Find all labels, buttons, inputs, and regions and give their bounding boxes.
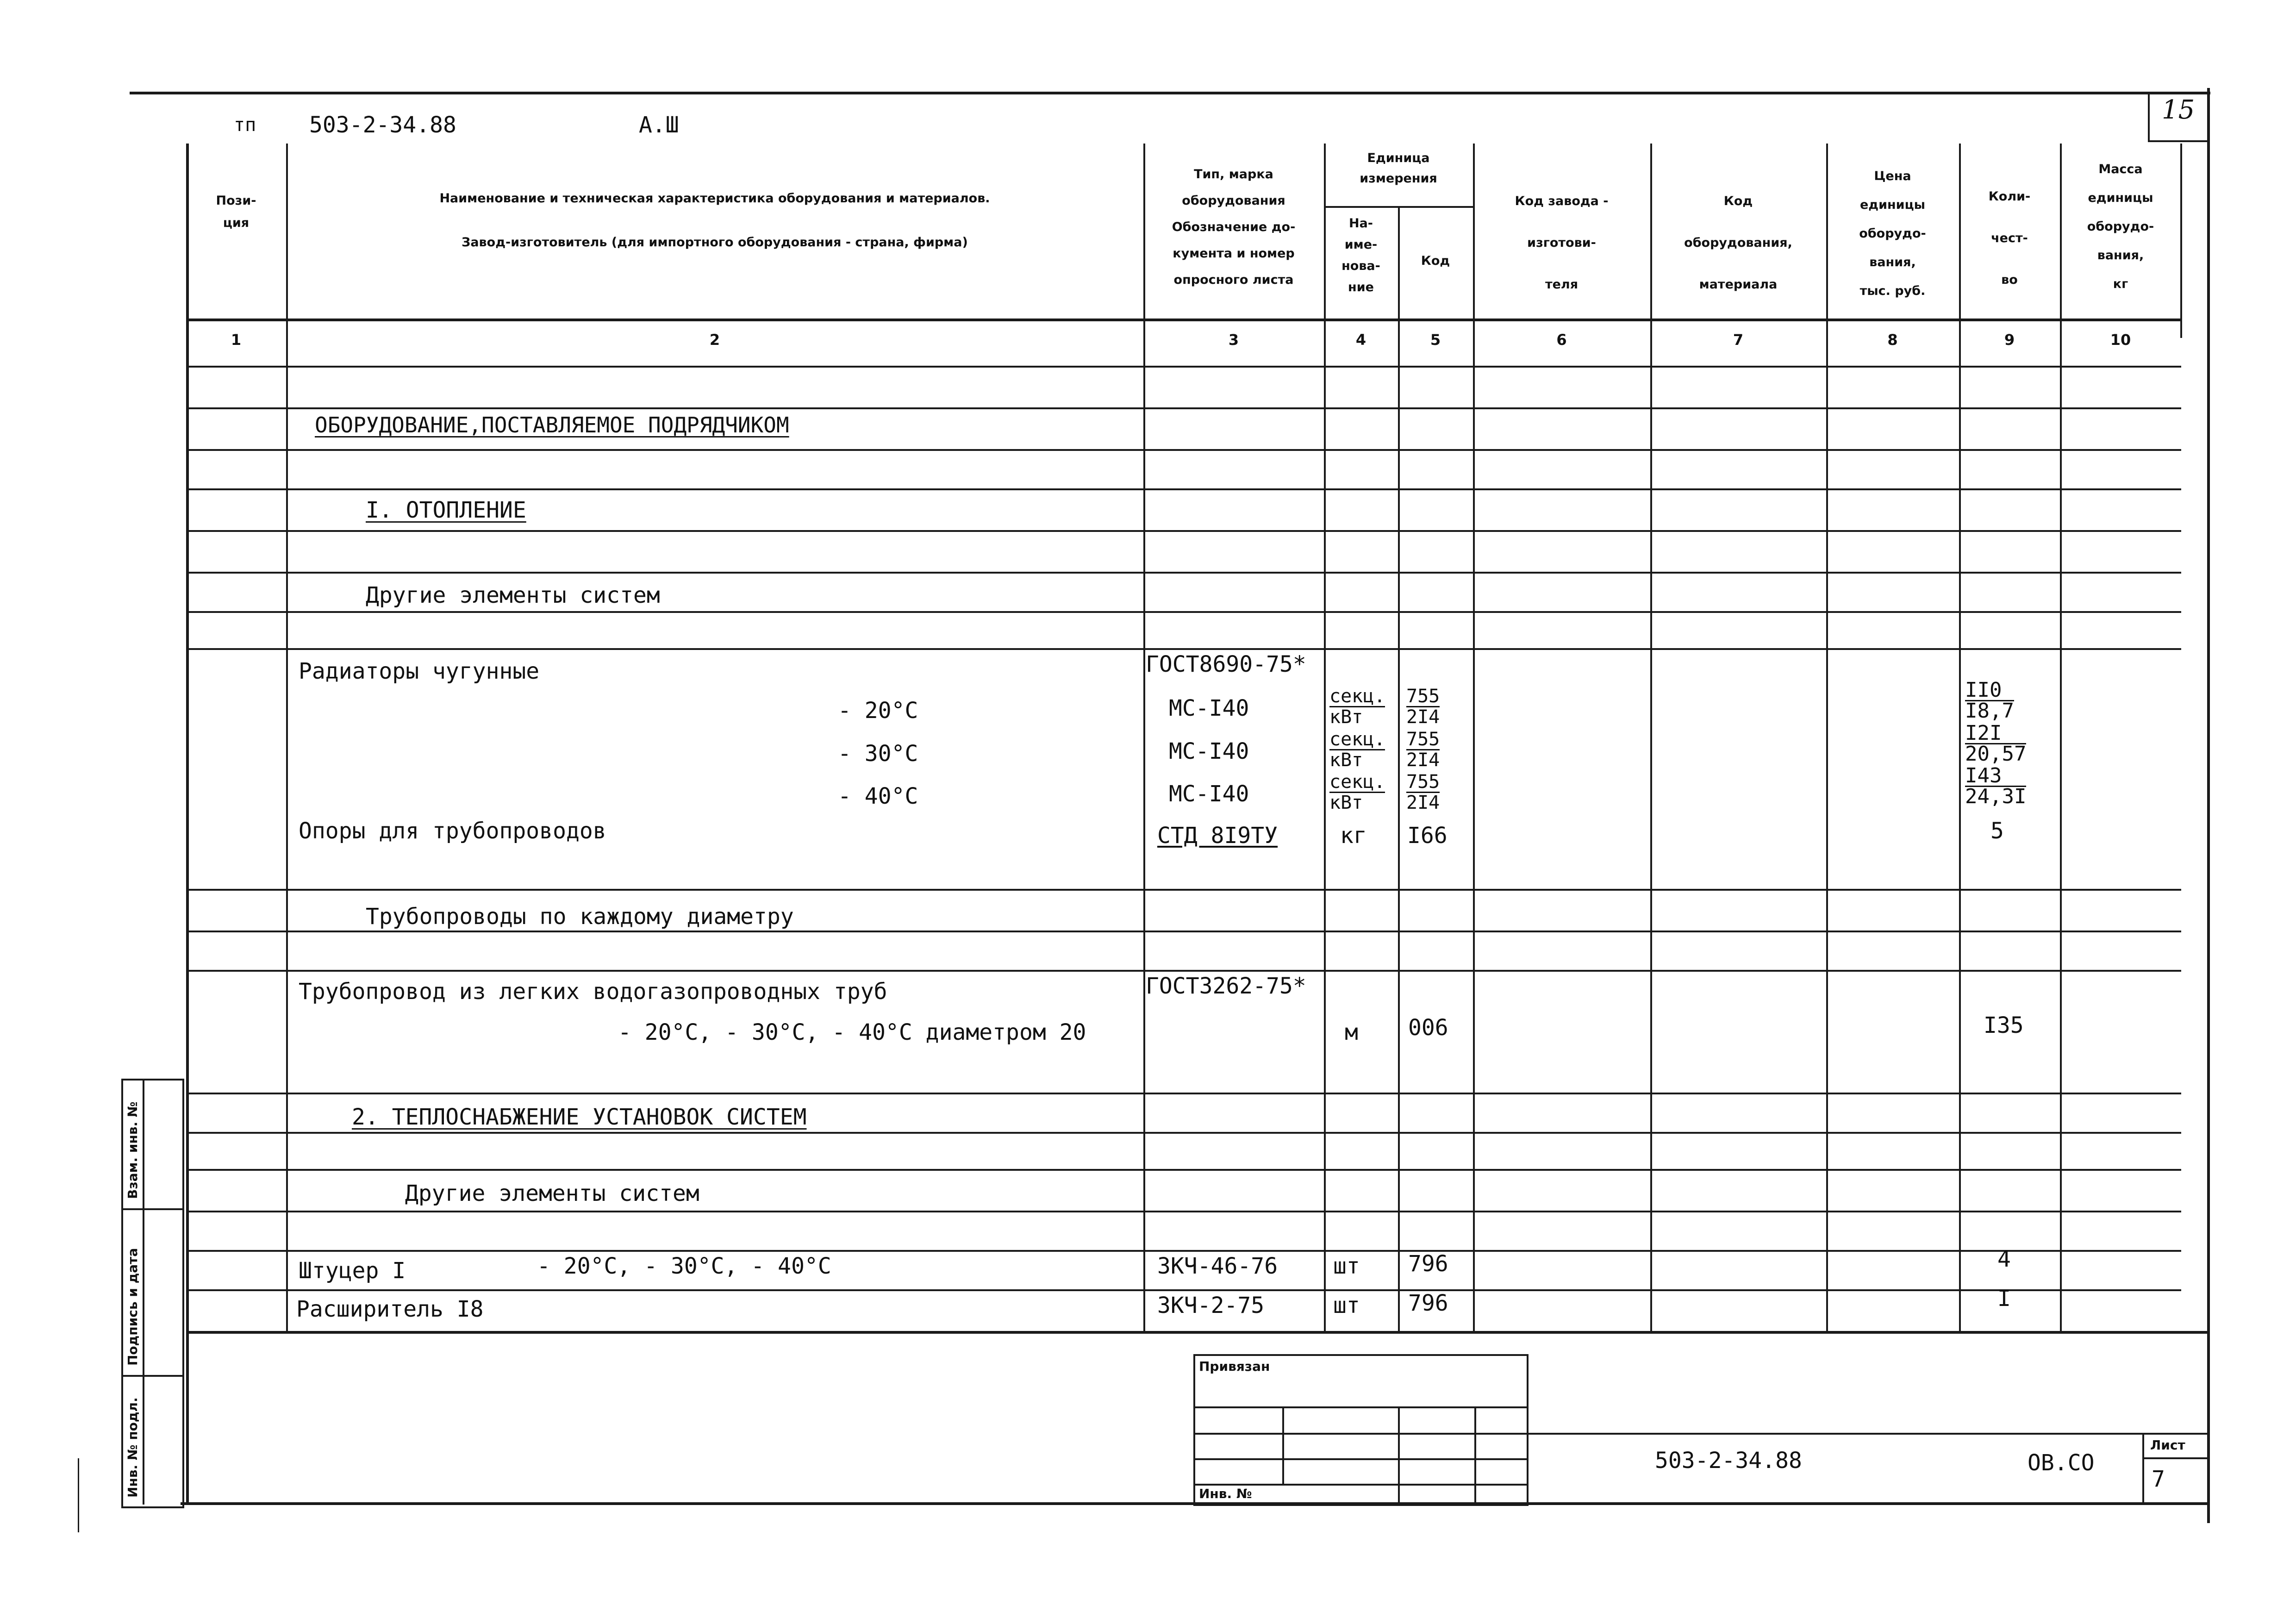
expander-doc: ЗКЧ-2-75 — [1157, 1293, 1265, 1318]
rad-20-label: - 20°С — [838, 698, 918, 724]
expander-name: Расширитель I8 — [296, 1296, 484, 1322]
col-line-7 — [1826, 144, 1828, 1331]
col-header-factory-code: Код завода - изготови- теля — [1515, 194, 1609, 292]
rad-30-unit-top: секц. — [1329, 729, 1385, 750]
right-border — [2207, 88, 2210, 1523]
radiators-name: Радиаторы чугунные — [299, 658, 540, 684]
rad-20-unit-bottom: кВт — [1329, 706, 1363, 728]
rad-40-code — [1406, 772, 1440, 812]
fitting-label: - 20°С, - 30°С, - 40°С — [537, 1253, 831, 1279]
col-header-position: Пози- ция — [216, 194, 256, 230]
rad-30-code — [1406, 730, 1440, 770]
rad-30-unit — [1329, 730, 1385, 770]
col-number-5: 5 — [1430, 331, 1441, 349]
row-line — [186, 1169, 2181, 1171]
pipe-qty: I35 — [1984, 1012, 2024, 1038]
col-line-9 — [2060, 144, 2062, 1331]
expander-qty: I — [1997, 1286, 2011, 1312]
row-line — [186, 889, 2181, 891]
privyazan-line — [1193, 1484, 1527, 1486]
pipe-doc: ГОСТ3262-75* — [1146, 973, 1306, 999]
side-label-original-inv: Инв. № подл. — [125, 1397, 140, 1498]
fitting-doc: ЗКЧ-46-76 — [1157, 1253, 1278, 1279]
fitting-qty: 4 — [1997, 1246, 2011, 1272]
numbers-bottom-line — [186, 366, 2181, 368]
col-number-4: 4 — [1355, 331, 1366, 349]
privyazan-line — [1193, 1406, 1527, 1408]
row-line — [186, 1250, 2181, 1252]
col-line-5 — [1473, 144, 1475, 1331]
project-code: 503-2-34.88 — [309, 112, 456, 138]
rad-20-qty-top: II0 — [1965, 681, 2014, 701]
row-line — [186, 1132, 2181, 1134]
rad-40-unit-bottom: кВт — [1329, 792, 1363, 813]
fitting-code: 796 — [1408, 1251, 1448, 1277]
col-number-1: 1 — [231, 331, 242, 349]
col-line-6 — [1650, 144, 1652, 1331]
rad-30-code-bottom: 2I4 — [1406, 750, 1440, 771]
unit-group-divider — [1324, 206, 1473, 208]
col-line-8 — [1959, 144, 1961, 1331]
rad-20-code — [1406, 687, 1440, 727]
col-number-8: 8 — [1887, 331, 1898, 349]
stamp-sheet-number: 7 — [2152, 1466, 2165, 1492]
col-header-unit-group: Единица измерения — [1360, 151, 1437, 186]
radiators-doc: ГОСТ8690-75* — [1146, 651, 1306, 677]
section-title-main: ОБОРУДОВАНИЕ,ПОСТАВЛЯЕМОЕ ПОДРЯДЧИКОМ — [315, 412, 789, 437]
row-line — [186, 572, 2181, 574]
col-header-name-line1: Наименование и техническая характеристика оборудования и материалов. — [439, 191, 990, 206]
col-number-6: 6 — [1556, 331, 1567, 349]
col-number-7: 7 — [1733, 331, 1744, 349]
supports-unit: кг — [1340, 823, 1367, 849]
row-line — [186, 970, 2181, 972]
top-border — [130, 92, 2210, 94]
rad-30-qty-bottom: 20,57 — [1965, 742, 2027, 766]
col-number-3: 3 — [1228, 331, 1239, 349]
album-label: А.Ш — [639, 112, 679, 138]
col-header-mass: Масса единицы оборудо- вания, кг — [2087, 162, 2154, 291]
col-header-price: Цена единицы оборудо- вания, тыс. руб. — [1859, 169, 1926, 298]
side-label-signature-date: Подпись и дата — [125, 1248, 140, 1366]
rad-30-type: МС-I40 — [1169, 738, 1249, 764]
privyazan-col — [1474, 1406, 1476, 1502]
col-header-unit-name: На- име- нова- ние — [1341, 216, 1380, 294]
page-number-handwritten: 15 — [2162, 95, 2195, 125]
supports-code: I66 — [1407, 823, 1447, 849]
left-margin-line — [78, 1458, 79, 1532]
section-title-heat-supply: 2. ТЕПЛОСНАБЖЕНИЕ УСТАНОВОК СИСТЕМ — [352, 1104, 807, 1130]
header-bottom-line — [186, 319, 2181, 321]
row-line — [186, 1211, 2181, 1212]
fitting-name: Штуцер I — [299, 1258, 406, 1284]
row-line — [186, 449, 2181, 451]
col-line-2 — [1143, 144, 1145, 1331]
col-number-9: 9 — [2004, 331, 2015, 349]
row-line — [186, 931, 2181, 932]
rad-20-qty-bottom: I8,7 — [1965, 699, 2014, 723]
privyazan-col — [1398, 1406, 1400, 1502]
col-number-2: 2 — [709, 331, 720, 349]
col-header-equipment-code: Код оборудования, материала — [1684, 194, 1792, 292]
rad-40-code-top: 755 — [1406, 771, 1440, 793]
section-title-heating: I. ОТОПЛЕНИЕ — [366, 497, 526, 523]
rad-30-code-top: 755 — [1406, 729, 1440, 750]
stamp-sheet-label: Лист — [2150, 1437, 2185, 1453]
rad-30-qty-top: I2I — [1965, 724, 2026, 744]
rad-40-qty-top: I43 — [1965, 766, 2026, 787]
pipe-unit: м — [1345, 1019, 1358, 1045]
rad-40-code-bottom: 2I4 — [1406, 792, 1440, 813]
rad-40-unit — [1329, 772, 1385, 812]
privyazan-line — [1193, 1433, 1527, 1435]
rad-20-unit — [1329, 687, 1385, 727]
stamp-inv-label: Инв. № — [1199, 1486, 1252, 1501]
supports-name: Опоры для трубопроводов — [299, 818, 606, 844]
rad-20-unit-top: секц. — [1329, 686, 1385, 707]
privyazan-label: Привязан — [1199, 1359, 1270, 1374]
stamp-title-top — [1525, 1433, 2209, 1435]
row-line — [186, 611, 2181, 613]
rad-40-unit-top: секц. — [1329, 771, 1385, 793]
row-line — [186, 407, 2181, 409]
col-header-type: Тип, марка оборудования Обозначение до- кумента и номер опросного листа — [1172, 167, 1296, 287]
fitting-unit: шт — [1333, 1253, 1360, 1279]
rad-20-code-bottom: 2I4 — [1406, 706, 1440, 728]
side-stamp-divider — [143, 1079, 144, 1505]
row-line — [186, 1093, 2181, 1094]
side-stamp-row — [121, 1375, 182, 1377]
col-line-1 — [286, 144, 288, 1331]
col-number-10: 10 — [2110, 331, 2131, 349]
rad-30-unit-bottom: кВт — [1329, 750, 1363, 771]
stamp-doc-code: 503-2-34.88 — [1655, 1448, 1802, 1474]
rad-40-qty — [1965, 766, 2026, 806]
row-line — [186, 530, 2181, 532]
row-line — [186, 648, 2181, 650]
table-bottom-line — [186, 1331, 2209, 1334]
supports-qty: 5 — [1990, 818, 2004, 844]
side-stamp-row — [121, 1208, 182, 1210]
rad-20-type: МС-I40 — [1169, 695, 1249, 721]
pipe-diameter-label: - 20°С, - 30°С, - 40°С диаметром 20 — [618, 1019, 1086, 1045]
row-line — [186, 1289, 2181, 1291]
pipe-code: 006 — [1408, 1015, 1448, 1041]
rad-30-label: - 30°С — [838, 741, 918, 767]
tp-label: тп — [234, 114, 256, 136]
subsection-other-elements-2: Другие элементы систем — [405, 1181, 699, 1206]
subsection-pipes: Трубопроводы по каждому диаметру — [366, 904, 794, 930]
col-header-unit-code: Код — [1421, 254, 1450, 268]
rad-40-type: МС-I40 — [1169, 781, 1249, 807]
col-line-3 — [1324, 144, 1326, 1331]
rad-20-qty — [1965, 678, 2014, 723]
privyazan-col — [1282, 1406, 1284, 1484]
expander-unit: шт — [1333, 1293, 1360, 1318]
stamp-doc-type: ОВ.СО — [2028, 1450, 2095, 1476]
privyazan-line — [1193, 1458, 1527, 1460]
rad-20-code-top: 755 — [1406, 686, 1440, 707]
row-line — [186, 488, 2181, 490]
rad-30-qty — [1965, 721, 2027, 766]
col-header-name-line2: Завод-изготовитель (для импортного оборудования - страна, фирма) — [462, 235, 968, 250]
side-label-replace-inv: Взам. инв. № — [125, 1101, 140, 1199]
privyazan-block — [1193, 1354, 1529, 1506]
expander-code: 796 — [1408, 1290, 1448, 1316]
rad-40-qty-bottom: 24,3I — [1965, 785, 2027, 808]
stamp-sheet-divider — [2142, 1457, 2207, 1459]
supports-doc: СТД 8I9ТУ — [1157, 823, 1278, 849]
col-header-quantity: Коли- чест- во — [1988, 189, 2031, 287]
subsection-other-elements-1: Другие элементы систем — [366, 582, 660, 608]
pipe-name: Трубопровод из легких водогазопроводных труб — [299, 979, 887, 1005]
col-line-4 — [1398, 206, 1400, 1331]
rad-40-label: - 40°С — [838, 783, 918, 809]
